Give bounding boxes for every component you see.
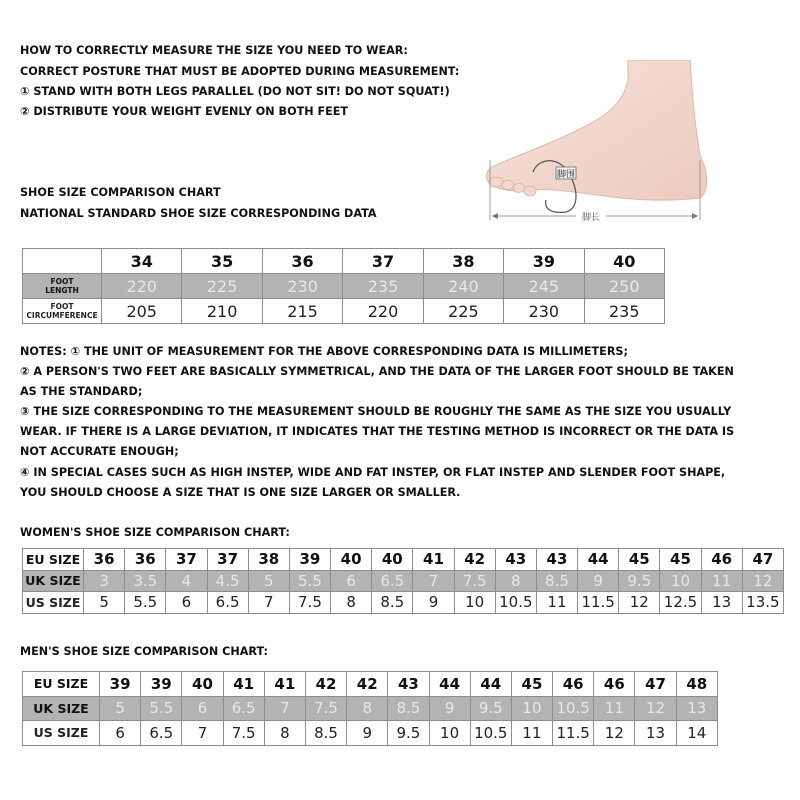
size-cell: 5 — [100, 696, 141, 721]
note-2: ② A PERSON'S TWO FEET ARE BASICALLY SYMMETRICAL, AND THE DATA OF THE LARGER FOOT SHOULD BE TAKEN — [20, 365, 734, 378]
size-cell: 44 — [470, 672, 511, 697]
measure-title: HOW TO CORRECTLY MEASURE THE SIZE YOU NEED TO WEAR: — [20, 44, 408, 57]
size-cell: 7.5 — [289, 592, 330, 614]
size-cell: 11 — [511, 721, 552, 746]
foot-length-label: FOOT LENGTH — [23, 274, 102, 299]
men-size-table — [22, 671, 718, 746]
size-cell: 43 — [495, 549, 536, 571]
size-cell: 8.5 — [305, 721, 346, 746]
foot-circumference-label: FOOT CIRCUMFERENCE — [23, 299, 102, 324]
size-cell: 13.5 — [742, 592, 783, 614]
size-cell: 47 — [635, 672, 676, 697]
eu-size-label: EU SIZE — [23, 549, 84, 571]
size-cell: 9.5 — [470, 696, 511, 721]
size-cell: 37 — [207, 549, 248, 571]
size-cell: 5.5 — [125, 592, 166, 614]
foot-length-cell: 230 — [262, 274, 342, 299]
eu-size-row — [23, 672, 718, 697]
foot-circumference-cell: 235 — [584, 299, 664, 324]
size-cell: 3.5 — [125, 570, 166, 592]
us-size-label: US SIZE — [23, 592, 84, 614]
size-cell: 10.5 — [470, 721, 511, 746]
note-2-cont: AS THE STANDARD; — [20, 385, 143, 398]
size-cell: 14 — [676, 721, 717, 746]
foot-length-cell: 240 — [423, 274, 503, 299]
size-cell: 7.5 — [454, 570, 495, 592]
size-cell: 11 — [594, 696, 635, 721]
size-cell: 9 — [413, 592, 454, 614]
size-cell: 34 — [102, 249, 182, 274]
size-cell: 43 — [388, 672, 429, 697]
size-cell: 41 — [264, 672, 305, 697]
size-cell: 8.5 — [536, 570, 577, 592]
size-cell: 12.5 — [660, 592, 701, 614]
standard-chart-subtitle: NATIONAL STANDARD SHOE SIZE CORRESPONDING DATA — [20, 207, 377, 220]
size-cell: 7 — [413, 570, 454, 592]
size-cell: 11 — [536, 592, 577, 614]
foot-circumference-cell: 220 — [343, 299, 423, 324]
size-cell: 10 — [660, 570, 701, 592]
size-cell: 6 — [166, 592, 207, 614]
size-cell: 7 — [248, 592, 289, 614]
size-cell: 45 — [619, 549, 660, 571]
us-size-row — [23, 592, 784, 614]
size-cell: 10 — [454, 592, 495, 614]
size-cell: 5 — [248, 570, 289, 592]
size-cell: 37 — [166, 549, 207, 571]
uk-size-label: UK SIZE — [23, 696, 100, 721]
eu-size-row — [23, 549, 784, 571]
svg-text:脚长: 脚长 — [581, 213, 601, 223]
size-cell: 7 — [182, 721, 223, 746]
size-cell: 6.5 — [207, 592, 248, 614]
empty-header-cell — [23, 249, 102, 274]
size-cell: 43 — [536, 549, 577, 571]
note-3-cont-2: NOT ACCURATE ENOUGH; — [20, 445, 179, 458]
size-cell: 42 — [454, 549, 495, 571]
size-cell: 41 — [413, 549, 454, 571]
size-cell: 38 — [248, 549, 289, 571]
note-4-cont: YOU SHOULD CHOOSE A SIZE THAT IS ONE SIZE LARGER OR SMALLER. — [20, 486, 461, 499]
size-cell: 12 — [635, 696, 676, 721]
size-cell: 46 — [701, 549, 742, 571]
uk-size-row — [23, 570, 784, 592]
size-cell: 13 — [701, 592, 742, 614]
uk-size-label: UK SIZE — [23, 570, 84, 592]
women-size-table — [22, 548, 784, 614]
size-cell: 13 — [676, 696, 717, 721]
size-cell: 8 — [264, 721, 305, 746]
size-cell: 39 — [504, 249, 584, 274]
foot-length-row — [23, 274, 665, 299]
eu-size-label: EU SIZE — [23, 672, 100, 697]
size-row — [23, 249, 665, 274]
size-cell: 12 — [619, 592, 660, 614]
svg-text:脚围: 脚围 — [556, 170, 576, 180]
posture-heading: CORRECT POSTURE THAT MUST BE ADOPTED DURING MEASUREMENT: — [20, 65, 460, 78]
size-cell: 41 — [223, 672, 264, 697]
size-cell: 40 — [584, 249, 664, 274]
size-cell: 10 — [429, 721, 470, 746]
size-cell: 36 — [262, 249, 342, 274]
note-1: NOTES: ① THE UNIT OF MEASUREMENT FOR THE ABOVE CORRESPONDING DATA IS MILLIMETERS; — [20, 345, 628, 358]
size-cell: 10.5 — [553, 696, 594, 721]
size-cell: 6 — [331, 570, 372, 592]
foot-illustration-icon — [478, 60, 728, 230]
foot-circumference-cell: 215 — [262, 299, 342, 324]
size-cell: 47 — [742, 549, 783, 571]
size-cell: 9 — [347, 721, 388, 746]
us-size-row — [23, 721, 718, 746]
size-cell: 8 — [495, 570, 536, 592]
size-cell: 37 — [343, 249, 423, 274]
step-1: ① STAND WITH BOTH LEGS PARALLEL (DO NOT SIT! DO NOT SQUAT!) — [20, 85, 450, 98]
size-cell: 42 — [347, 672, 388, 697]
size-cell: 39 — [141, 672, 182, 697]
size-cell: 45 — [511, 672, 552, 697]
foot-diagram — [478, 60, 728, 230]
size-cell: 4.5 — [207, 570, 248, 592]
men-chart-title: MEN'S SHOE SIZE COMPARISON CHART: — [20, 645, 268, 658]
us-size-label: US SIZE — [23, 721, 100, 746]
foot-length-cell: 235 — [343, 274, 423, 299]
size-cell: 39 — [100, 672, 141, 697]
size-cell: 36 — [125, 549, 166, 571]
size-cell: 36 — [84, 549, 125, 571]
size-cell: 11.5 — [553, 721, 594, 746]
size-cell: 38 — [423, 249, 503, 274]
size-cell: 48 — [676, 672, 717, 697]
size-cell: 6.5 — [223, 696, 264, 721]
size-cell: 7 — [264, 696, 305, 721]
size-cell: 11.5 — [578, 592, 619, 614]
size-cell: 3 — [84, 570, 125, 592]
size-cell: 39 — [289, 549, 330, 571]
size-cell: 12 — [742, 570, 783, 592]
size-cell: 44 — [578, 549, 619, 571]
foot-circumference-row — [23, 299, 665, 324]
size-cell: 9.5 — [388, 721, 429, 746]
size-cell: 40 — [331, 549, 372, 571]
standard-chart-title: SHOE SIZE COMPARISON CHART — [20, 186, 221, 199]
size-cell: 8 — [347, 696, 388, 721]
size-cell: 6.5 — [372, 570, 413, 592]
foot-circumference-cell: 225 — [423, 299, 503, 324]
size-cell: 7.5 — [223, 721, 264, 746]
step-2: ② DISTRIBUTE YOUR WEIGHT EVENLY ON BOTH FEET — [20, 105, 349, 118]
size-cell: 8 — [331, 592, 372, 614]
foot-circumference-cell: 205 — [102, 299, 182, 324]
size-cell: 45 — [660, 549, 701, 571]
size-cell: 11 — [701, 570, 742, 592]
size-cell: 9.5 — [619, 570, 660, 592]
size-cell: 12 — [594, 721, 635, 746]
foot-length-cell: 220 — [102, 274, 182, 299]
note-3: ③ THE SIZE CORRESPONDING TO THE MEASUREMENT SHOULD BE ROUGHLY THE SAME AS THE SIZE YOU USUALLY — [20, 405, 732, 418]
size-cell: 40 — [372, 549, 413, 571]
size-cell: 44 — [429, 672, 470, 697]
size-cell: 4 — [166, 570, 207, 592]
foot-length-cell: 225 — [182, 274, 262, 299]
size-cell: 46 — [594, 672, 635, 697]
size-cell: 35 — [182, 249, 262, 274]
size-cell: 9 — [578, 570, 619, 592]
note-3-cont: WEAR. IF THERE IS A LARGE DEVIATION, IT INDICATES THAT THE TESTING METHOD IS INCORRECT OR THE DATA IS — [20, 425, 735, 438]
foot-length-cell: 250 — [584, 274, 664, 299]
women-chart-title: WOMEN'S SHOE SIZE COMPARISON CHART: — [20, 526, 290, 539]
size-cell: 7.5 — [305, 696, 346, 721]
size-cell: 6 — [100, 721, 141, 746]
size-cell: 46 — [553, 672, 594, 697]
size-cell: 5.5 — [289, 570, 330, 592]
size-cell: 8.5 — [388, 696, 429, 721]
size-cell: 8.5 — [372, 592, 413, 614]
size-cell: 6.5 — [141, 721, 182, 746]
size-cell: 40 — [182, 672, 223, 697]
size-cell: 13 — [635, 721, 676, 746]
size-cell: 5.5 — [141, 696, 182, 721]
size-cell: 6 — [182, 696, 223, 721]
size-cell: 5 — [84, 592, 125, 614]
size-cell: 10 — [511, 696, 552, 721]
uk-size-row — [23, 696, 718, 721]
standard-size-table — [22, 248, 665, 324]
size-cell: 10.5 — [495, 592, 536, 614]
size-cell: 42 — [305, 672, 346, 697]
note-4: ④ IN SPECIAL CASES SUCH AS HIGH INSTEP, WIDE AND FAT INSTEP, OR FLAT INSTEP AND SLENDER FOOT SHAPE, — [20, 466, 726, 479]
foot-length-cell: 245 — [504, 274, 584, 299]
foot-circumference-cell: 230 — [504, 299, 584, 324]
foot-circumference-cell: 210 — [182, 299, 262, 324]
size-cell: 9 — [429, 696, 470, 721]
